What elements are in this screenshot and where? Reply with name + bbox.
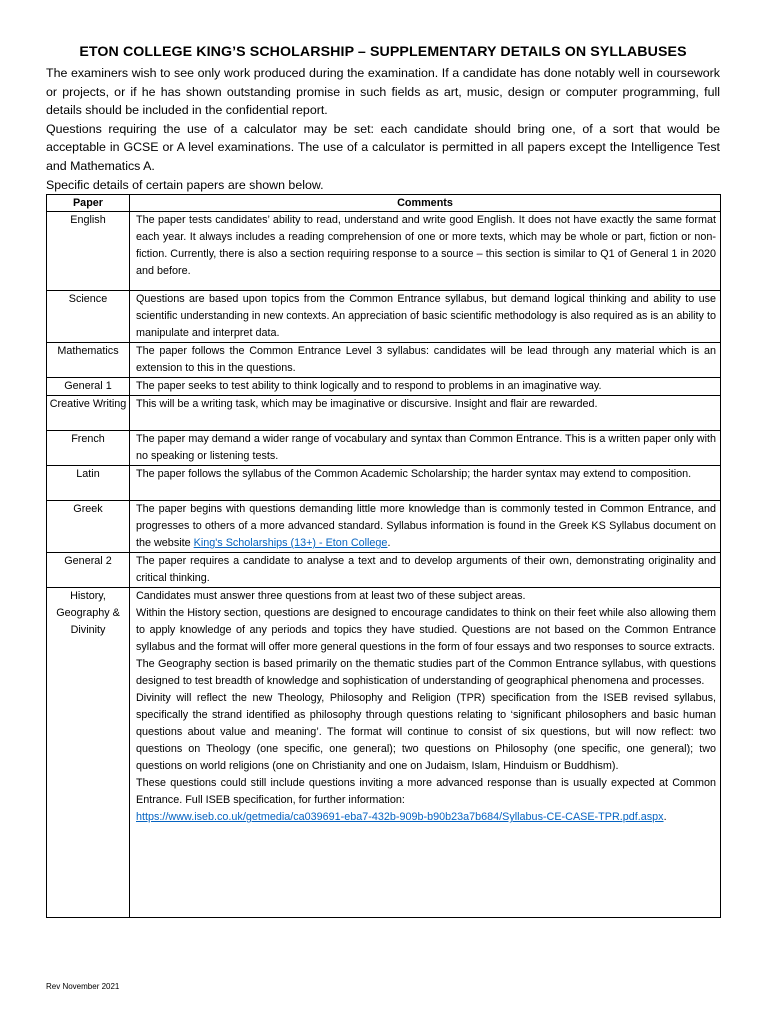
table-row — [47, 291, 721, 343]
paper-cell: English — [47, 212, 130, 291]
paper-cell: Creative Writing — [47, 396, 130, 431]
revision-footer: Rev November 2021 — [46, 982, 120, 991]
comment-cell: The paper requires a candidate to analyse a text and to develop arguments of their own, demonstrating originality and critical thinking. — [130, 553, 721, 588]
table-row — [47, 431, 721, 466]
paper-cell: General 2 — [47, 553, 130, 588]
comment-cell: This will be a writing task, which may be imaginative or discursive. Insight and flair are rewarded. — [130, 396, 721, 431]
hgd-paragraph: Within the History section, questions are designed to encourage candidates to think on their feet while also allowing them to apply knowledge of any periods and topics they have studied. Questions are not based on the Common Entrance syllabus and the format will offer more general questions in the form of four essays and two responses to source extracts. — [136, 607, 716, 654]
comment-cell — [130, 501, 721, 553]
intro-paragraph: Questions requiring the use of a calculator may be set: each candidate should bring one, of a sort that would be acceptable in GCSE or A level examinations. The use of a calculator is permitted in all papers except the Intelligence Test and Mathematics A. — [46, 121, 720, 173]
paper-cell: Greek — [47, 501, 130, 553]
comment-cell — [130, 588, 721, 918]
hgd-paragraph: Candidates must answer three questions from at least two of these subject areas. — [136, 590, 526, 603]
greek-comment-text: The paper begins with questions demanding little more knowledge than is commonly tested in Common Entrance, and progresses to others of a more advanced standard. Syllabus information is found in the Greek KS Syllabus document on the website — [136, 503, 716, 550]
document-title: ETON COLLEGE KING’S SCHOLARSHIP – SUPPLEMENTARY DETAILS ON SYLLABUSES — [79, 44, 687, 60]
comment-cell: The paper tests candidates’ ability to read, understand and write good English. It does not have exactly the same format each year. It always includes a reading comprehension of one or more texts, which may be whole or part, fiction or non-fiction. Currently, there is also a section requiring response to a source – this section is similar to Q1 of General 1 in 2020 and before. — [130, 212, 721, 291]
header-comments: Comments — [130, 195, 721, 212]
table-row — [47, 343, 721, 378]
comment-cell: The paper follows the Common Entrance Level 3 syllabus: candidates will be lead through any material which is an extension to this in the questions. — [130, 343, 721, 378]
paper-cell: History, Geography & Divinity — [47, 588, 130, 918]
intro-paragraph: Specific details of certain papers are shown below. — [46, 177, 324, 192]
syllabus-table — [46, 194, 721, 918]
table-row — [47, 212, 721, 291]
hgd-paragraph: Divinity will reflect the new Theology, Philosophy and Religion (TPR) specification from the ISEB revised syllabus, specifically the strand identified as philosophy through questions relating to ‘significant philosophers and basic human questions about value and meaning’. The format will continue to consist of six questions, but will now reflect: two questions on Theology (one specific, one general); two questions on Philosophy (one specific, one general); two questions on world religions (one on Christianity and one on Judaism, Islam, Hinduism or Buddhism). — [136, 692, 716, 773]
header-paper: Paper — [47, 195, 130, 212]
comment-cell: The paper follows the syllabus of the Common Academic Scholarship; the harder syntax may extend to composition. — [130, 466, 721, 501]
paper-cell: Science — [47, 291, 130, 343]
table-row — [47, 466, 721, 501]
document-page — [46, 44, 720, 918]
paper-cell: Mathematics — [47, 343, 130, 378]
iseb-link-line — [136, 809, 716, 826]
intro-paragraph: The examiners wish to see only work produced during the examination. If a candidate has done notably well in coursework or projects, or if he has shown outstanding promise in such fields as art, music, design or computer programming, full details should be included in the confidential report. — [46, 66, 720, 118]
hgd-paragraph: These questions could still include questions inviting a more advanced response than is usually expected at Common Entrance. Full ISEB specification, for further information: — [136, 777, 716, 807]
intro-section — [46, 64, 720, 194]
eton-scholarships-link[interactable]: King's Scholarships (13+) - Eton College — [193, 537, 388, 550]
paper-cell: Latin — [47, 466, 130, 501]
iseb-link-end: . — [663, 811, 667, 824]
greek-comment-end: . — [387, 537, 391, 550]
comment-cell: The paper seeks to test ability to think logically and to respond to problems in an imaginative way. — [130, 378, 721, 396]
table-row — [47, 378, 721, 396]
comment-cell: Questions are based upon topics from the Common Entrance syllabus, but demand logical thinking and ability to use scientific understanding in new contexts. An appreciation of basic scientific methodology is also required as is an ability to manipulate and interpret data. — [130, 291, 721, 343]
paper-cell: French — [47, 431, 130, 466]
table-row — [47, 553, 721, 588]
table-row — [47, 501, 721, 553]
table-row — [47, 588, 721, 918]
paper-cell: General 1 — [47, 378, 130, 396]
table-header-row — [47, 195, 721, 212]
comment-cell: The paper may demand a wider range of vocabulary and syntax than Common Entrance. This is a written paper only with no speaking or listening tests. — [130, 431, 721, 466]
hgd-paragraph: The Geography section is based primarily on the thematic studies part of the Common Entrance syllabus, with questions designed to test breadth of knowledge and sophistication of understanding of geographical phenomena and processes. — [136, 658, 716, 688]
table-row — [47, 396, 721, 431]
iseb-specification-link[interactable]: https://www.iseb.co.uk/getmedia/ca039691-eba7-432b-909b-b90b23a7b684/Syllabus-CE-CASE-TPR.pdf.aspx — [136, 811, 664, 824]
